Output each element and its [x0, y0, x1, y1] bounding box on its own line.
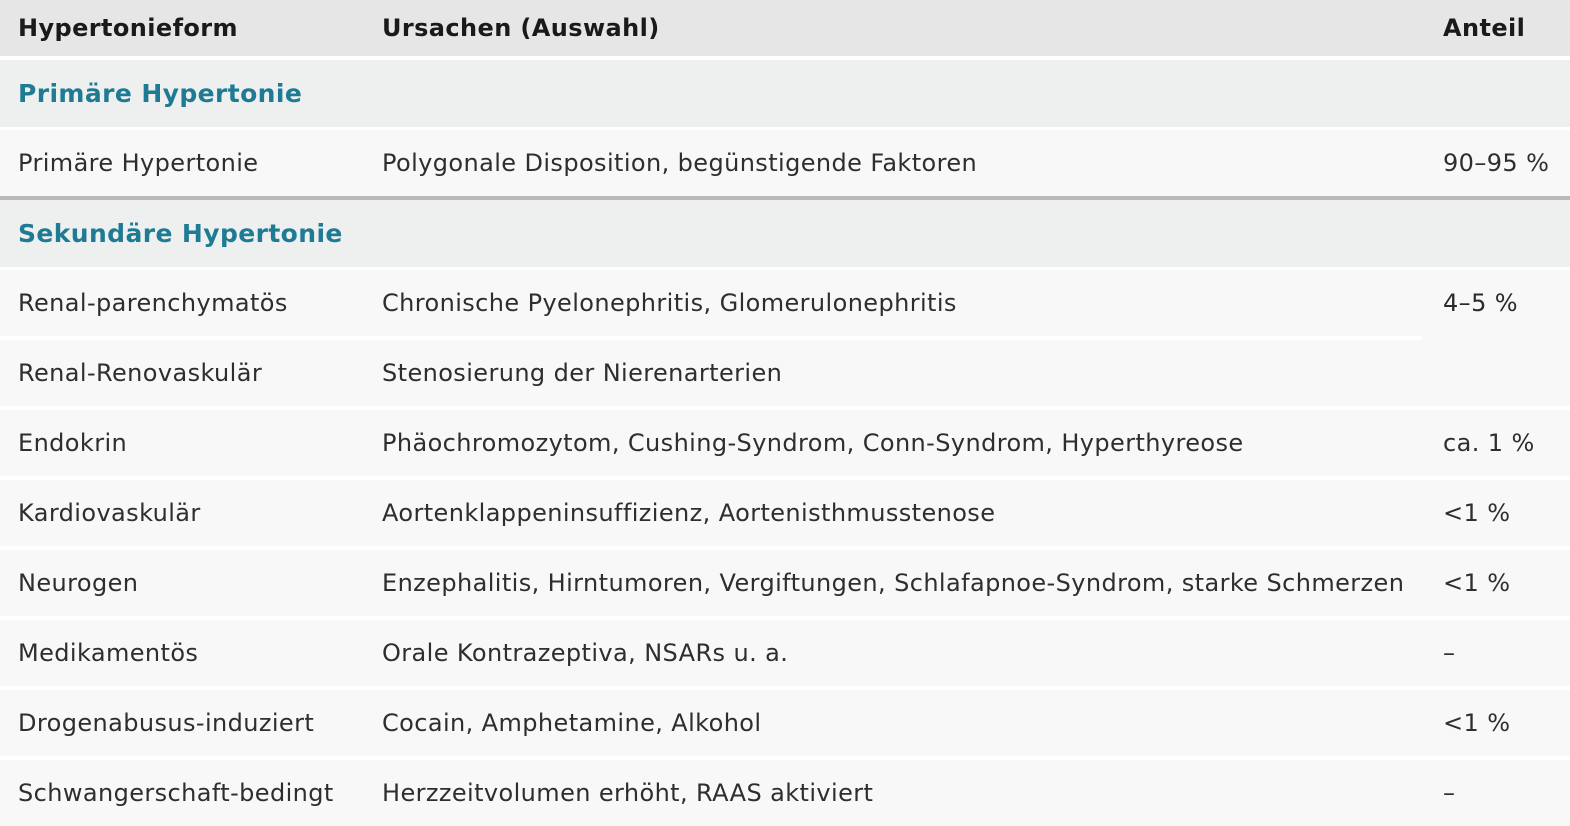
header-hypertonieform: Hypertonieform — [18, 14, 238, 42]
cell-anteil: – — [1443, 639, 1456, 667]
cell-form: Drogenabusus-induziert — [18, 709, 315, 737]
cell-anteil: ca. 1 % — [1443, 429, 1535, 457]
section-header-sekundaer — [0, 200, 1570, 267]
cell-ursachen: Herzzeitvolumen erhöht, RAAS aktiviert — [382, 779, 874, 807]
table-row — [0, 550, 1570, 616]
cell-anteil: <1 % — [1443, 569, 1511, 597]
table-row — [0, 480, 1570, 546]
table-row — [0, 760, 1570, 826]
table-row — [0, 620, 1570, 686]
table-row — [0, 270, 1570, 336]
cell-anteil: 90–95 % — [1443, 149, 1550, 177]
cell-ursachen: Enzephalitis, Hirntumoren, Vergiftungen, Schlafapnoe-Syndrom, starke Schmerzen — [382, 569, 1405, 597]
cell-anteil: <1 % — [1443, 499, 1511, 527]
cell-anteil: 4–5 % — [1443, 289, 1518, 317]
table-row — [0, 410, 1570, 476]
cell-form: Schwangerschaft-bedingt — [18, 779, 334, 807]
table-row — [0, 130, 1570, 196]
section-title: Sekundäre Hypertonie — [18, 219, 343, 248]
cell-ursachen: Stenosierung der Nierenarterien — [382, 359, 783, 387]
header-anteil: Anteil — [1443, 14, 1526, 42]
header-ursachen: Ursachen (Auswahl) — [382, 14, 660, 42]
cell-form: Neurogen — [18, 569, 139, 597]
table-row — [0, 340, 1570, 406]
cell-ursachen: Orale Kontrazeptiva, NSARs u. a. — [382, 639, 789, 667]
cell-form: Kardiovaskulär — [18, 499, 201, 527]
section-title: Primäre Hypertonie — [18, 79, 303, 108]
cell-form: Renal-parenchymatös — [18, 289, 288, 317]
cell-ursachen: Aortenklappeninsuffizienz, Aortenisthmusstenose — [382, 499, 996, 527]
section-header-primaer — [0, 60, 1570, 127]
cell-anteil: – — [1443, 779, 1456, 807]
merged-anteil-renal — [1422, 270, 1570, 406]
cell-ursachen: Chronische Pyelonephritis, Glomerulonephritis — [382, 289, 957, 317]
cell-form: Primäre Hypertonie — [18, 149, 259, 177]
cell-form: Endokrin — [18, 429, 128, 457]
cell-ursachen: Polygonale Disposition, begünstigende Faktoren — [382, 149, 978, 177]
cell-ursachen: Phäochromozytom, Cushing-Syndrom, Conn-Syndrom, Hyperthyreose — [382, 429, 1244, 457]
cell-form: Medikamentös — [18, 639, 199, 667]
table-row — [0, 690, 1570, 756]
table-header — [0, 0, 1570, 56]
cell-anteil: <1 % — [1443, 709, 1511, 737]
cell-ursachen: Cocain, Amphetamine, Alkohol — [382, 709, 762, 737]
cell-form: Renal-Renovaskulär — [18, 359, 263, 387]
